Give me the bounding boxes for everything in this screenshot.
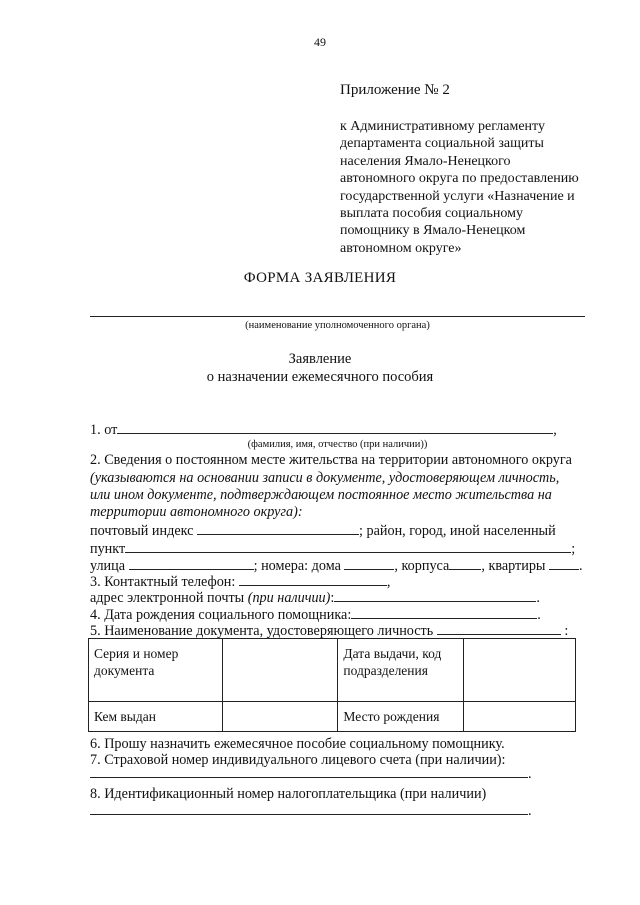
residence-note: или ином документе, подтверждающем постоянное место жительства на	[90, 487, 552, 503]
from-end: ,	[553, 422, 557, 438]
phone-input[interactable]	[239, 572, 387, 586]
postal-row	[90, 521, 556, 540]
issue-date-cell[interactable]	[464, 639, 576, 702]
statement-heading	[0, 350, 640, 386]
statement-title: Заявление	[288, 351, 352, 367]
house-label: ; номера: дома	[253, 558, 341, 574]
street-label: улица	[90, 558, 126, 574]
phone-end: ,	[386, 574, 391, 590]
district-label: ; район, город, иной населенный	[359, 523, 556, 539]
authority-caption: (наименование уполномоченного органа)	[245, 320, 430, 331]
apartment-label: , квартиры	[481, 558, 546, 574]
email-input[interactable]	[334, 588, 536, 602]
annex-line: государственной услуги «Назначение и	[340, 188, 575, 204]
email-label: адрес электронной почты	[90, 590, 245, 606]
phone-label: 3. Контактный телефон:	[90, 574, 236, 590]
issue-date-label: Дата выдачи, код подразделения	[338, 639, 464, 702]
residence-label: 2. Сведения о постоянном месте жительства на территории автономного округа	[90, 452, 572, 468]
annex-line: департамента социальной защиты	[340, 136, 544, 152]
from-row	[90, 420, 557, 439]
request-text: 6. Прошу назначить ежемесячное пособие социальному помощнику.	[90, 736, 505, 752]
snils-input[interactable]	[90, 764, 528, 778]
birth-input[interactable]	[351, 605, 537, 619]
email-note: (при наличии)	[247, 590, 331, 606]
postal-label: почтовый индекс	[90, 523, 194, 539]
snils-end: .	[528, 766, 532, 782]
inn-end: .	[528, 803, 532, 819]
house-input[interactable]	[344, 556, 394, 570]
inn-input[interactable]	[90, 801, 528, 815]
doc-label: 5. Наименование документа, удостоверяющего личность	[90, 623, 434, 639]
from-input[interactable]	[117, 420, 553, 434]
inn-row	[90, 801, 532, 820]
apartment-end: .	[579, 558, 583, 574]
from-caption: (фамилия, имя, отчество (при наличии))	[247, 439, 428, 450]
annex-line: помощнику в Ямало-Ненецком	[340, 223, 526, 239]
settlement-input[interactable]	[125, 539, 571, 553]
from-label: 1. от	[90, 422, 118, 438]
email-end: .	[536, 590, 540, 606]
series-number-label: Серия и номер документа	[89, 639, 223, 702]
settlement-end: ;	[571, 541, 576, 557]
residence-note: территории автономного округа):	[90, 504, 303, 520]
building-label: , корпуса	[394, 558, 450, 574]
statement-subtitle: о назначении ежемесячного пособия	[206, 369, 434, 385]
annex-line: автономном округе»	[340, 240, 462, 256]
inn-label: 8. Идентификационный номер налогоплательщика (при наличии)	[90, 786, 487, 802]
street-input[interactable]	[129, 556, 254, 570]
postal-input[interactable]	[197, 521, 359, 535]
snils-label: 7. Страховой номер индивидуального лицевого счета (при наличии):	[90, 752, 506, 768]
annex-title: Приложение № 2	[340, 82, 450, 98]
residence-note: (указываются на основании записи в документе, удостоверяющем личность,	[90, 470, 560, 486]
apartment-input[interactable]	[549, 556, 579, 570]
annex-line: выплата пособия социальному	[340, 206, 523, 222]
identity-document-table	[88, 638, 576, 732]
birth-label: 4. Дата рождения социального помощника:	[90, 607, 352, 623]
settlement-label: пункт	[90, 541, 126, 557]
issued-by-label: Кем выдан	[89, 702, 223, 732]
snils-row	[90, 764, 532, 783]
doc-input[interactable]	[437, 621, 561, 635]
series-number-cell[interactable]	[222, 639, 338, 702]
birth-place-cell[interactable]	[464, 702, 576, 732]
birth-place-label: Место рождения	[338, 702, 464, 732]
annex-body	[340, 118, 610, 257]
annex-line: населения Ямало-Ненецкого	[340, 153, 511, 169]
authority-line[interactable]	[90, 316, 585, 317]
doc-end: :	[564, 623, 569, 639]
birth-end: .	[537, 607, 541, 623]
page-number: 49	[314, 35, 326, 49]
building-input[interactable]	[449, 556, 481, 570]
issued-by-cell[interactable]	[222, 702, 338, 732]
form-title: ФОРМА ЗАЯВЛЕНИЯ	[243, 270, 397, 286]
email-colon: :	[330, 590, 335, 606]
annex-line: к Административному регламенту	[340, 119, 545, 134]
annex-line: автономного округа по предоставлению	[340, 171, 579, 187]
